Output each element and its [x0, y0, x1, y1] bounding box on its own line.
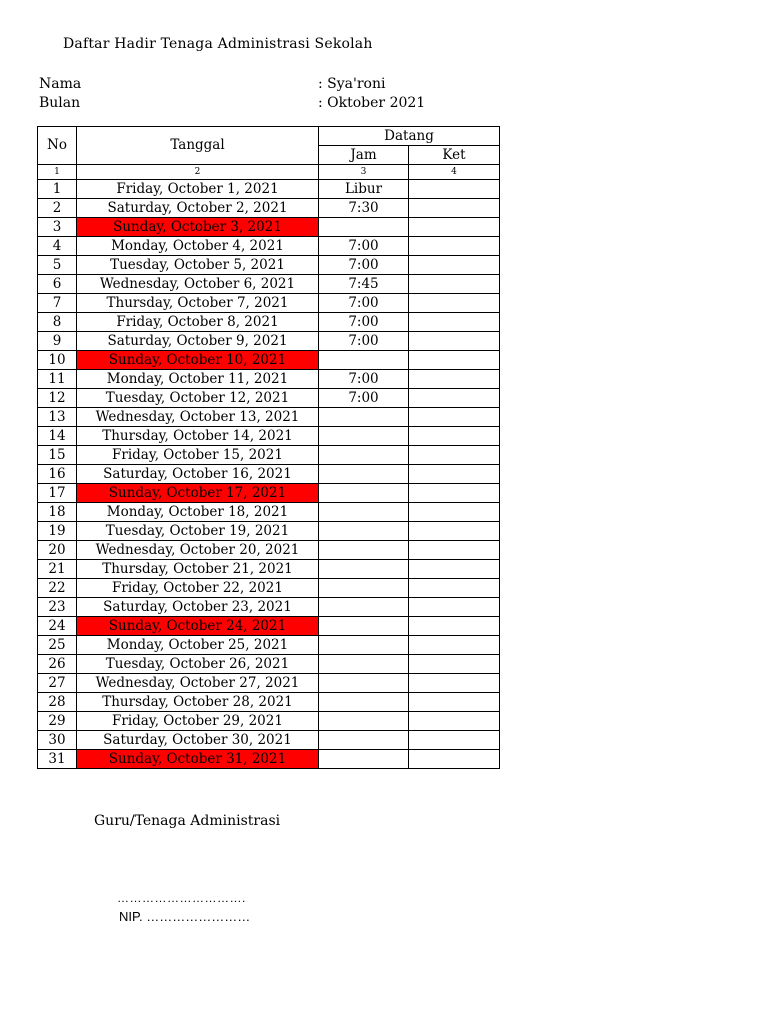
- row-ket-cell: [409, 579, 500, 598]
- table-row: [38, 199, 500, 218]
- row-number-cell: 29: [38, 712, 77, 731]
- row-date-cell: Friday, October 22, 2021: [77, 579, 319, 598]
- row-jam-cell: [319, 560, 409, 579]
- index-cell-4: 4: [409, 165, 500, 180]
- table-row: [38, 598, 500, 617]
- row-number-cell: 4: [38, 237, 77, 256]
- row-jam-cell: [319, 731, 409, 750]
- row-date-cell: Monday, October 18, 2021: [77, 503, 319, 522]
- row-date-cell: Friday, October 8, 2021: [77, 313, 319, 332]
- table-row: [38, 674, 500, 693]
- row-date-cell: Wednesday, October 6, 2021: [77, 275, 319, 294]
- row-ket-cell: [409, 370, 500, 389]
- row-number-cell: 31: [38, 750, 77, 769]
- row-date-cell: Sunday, October 10, 2021: [77, 351, 319, 370]
- row-date-cell: Tuesday, October 5, 2021: [77, 256, 319, 275]
- role-label: Guru/Tenaga Administrasi: [94, 813, 281, 829]
- attendance-body: [38, 180, 500, 769]
- name-value: : Sya'roni: [318, 76, 386, 92]
- attendance-table: [37, 126, 500, 769]
- row-date-cell: Saturday, October 30, 2021: [77, 731, 319, 750]
- row-jam-cell: [319, 446, 409, 465]
- table-row: [38, 655, 500, 674]
- row-jam-cell: [319, 712, 409, 731]
- row-number-cell: 16: [38, 465, 77, 484]
- row-number-cell: 25: [38, 636, 77, 655]
- row-date-cell: Sunday, October 17, 2021: [77, 484, 319, 503]
- row-jam-cell: [319, 636, 409, 655]
- row-number-cell: 10: [38, 351, 77, 370]
- row-ket-cell: [409, 731, 500, 750]
- row-date-cell: Wednesday, October 20, 2021: [77, 541, 319, 560]
- table-row: [38, 370, 500, 389]
- row-ket-cell: [409, 446, 500, 465]
- table-row: [38, 294, 500, 313]
- row-ket-cell: [409, 655, 500, 674]
- row-number-cell: 14: [38, 427, 77, 446]
- row-date-cell: Monday, October 25, 2021: [77, 636, 319, 655]
- row-ket-cell: [409, 522, 500, 541]
- row-jam-cell: [319, 693, 409, 712]
- row-number-cell: 23: [38, 598, 77, 617]
- table-row: [38, 408, 500, 427]
- row-ket-cell: [409, 294, 500, 313]
- row-jam-cell: [319, 408, 409, 427]
- row-number-cell: 18: [38, 503, 77, 522]
- row-ket-cell: [409, 503, 500, 522]
- row-number-cell: 30: [38, 731, 77, 750]
- row-date-cell: Friday, October 29, 2021: [77, 712, 319, 731]
- row-number-cell: 9: [38, 332, 77, 351]
- row-jam-cell: 7:45: [319, 275, 409, 294]
- row-ket-cell: [409, 199, 500, 218]
- row-ket-cell: [409, 636, 500, 655]
- row-ket-cell: [409, 332, 500, 351]
- signature-line: ………………………….: [117, 891, 246, 905]
- table-row: [38, 389, 500, 408]
- row-number-cell: 15: [38, 446, 77, 465]
- table-row: [38, 446, 500, 465]
- row-number-cell: 6: [38, 275, 77, 294]
- index-cell-1: 1: [38, 165, 77, 180]
- row-ket-cell: [409, 560, 500, 579]
- row-date-cell: Wednesday, October 27, 2021: [77, 674, 319, 693]
- row-ket-cell: [409, 218, 500, 237]
- name-label: Nama: [39, 76, 82, 92]
- row-date-cell: Saturday, October 2, 2021: [77, 199, 319, 218]
- table-row: [38, 180, 500, 199]
- row-number-cell: 26: [38, 655, 77, 674]
- row-date-cell: Thursday, October 21, 2021: [77, 560, 319, 579]
- row-date-cell: Monday, October 4, 2021: [77, 237, 319, 256]
- row-date-cell: Sunday, October 3, 2021: [77, 218, 319, 237]
- table-row: [38, 731, 500, 750]
- row-number-cell: 19: [38, 522, 77, 541]
- row-ket-cell: [409, 465, 500, 484]
- table-row: [38, 332, 500, 351]
- row-jam-cell: [319, 579, 409, 598]
- row-jam-cell: 7:00: [319, 237, 409, 256]
- row-date-cell: Monday, October 11, 2021: [77, 370, 319, 389]
- row-jam-cell: 7:00: [319, 332, 409, 351]
- row-number-cell: 1: [38, 180, 77, 199]
- row-number-cell: 17: [38, 484, 77, 503]
- row-date-cell: Tuesday, October 26, 2021: [77, 655, 319, 674]
- row-ket-cell: [409, 693, 500, 712]
- row-ket-cell: [409, 617, 500, 636]
- row-date-cell: Thursday, October 7, 2021: [77, 294, 319, 313]
- row-jam-cell: [319, 351, 409, 370]
- table-row: [38, 465, 500, 484]
- row-jam-cell: [319, 750, 409, 769]
- row-date-cell: Sunday, October 31, 2021: [77, 750, 319, 769]
- row-jam-cell: 7:30: [319, 199, 409, 218]
- row-jam-cell: [319, 541, 409, 560]
- table-row: [38, 256, 500, 275]
- row-jam-cell: [319, 522, 409, 541]
- row-jam-cell: [319, 503, 409, 522]
- row-jam-cell: [319, 218, 409, 237]
- row-ket-cell: [409, 750, 500, 769]
- table-row: [38, 351, 500, 370]
- month-value: : Oktober 2021: [318, 95, 426, 111]
- row-ket-cell: [409, 180, 500, 199]
- header-no: No: [38, 127, 77, 165]
- row-ket-cell: [409, 484, 500, 503]
- row-date-cell: Thursday, October 14, 2021: [77, 427, 319, 446]
- row-number-cell: 12: [38, 389, 77, 408]
- row-number-cell: 28: [38, 693, 77, 712]
- table-row: [38, 218, 500, 237]
- row-number-cell: 24: [38, 617, 77, 636]
- row-ket-cell: [409, 674, 500, 693]
- header-tanggal: Tanggal: [77, 127, 319, 165]
- row-jam-cell: [319, 598, 409, 617]
- row-number-cell: 8: [38, 313, 77, 332]
- row-date-cell: Saturday, October 16, 2021: [77, 465, 319, 484]
- table-row: [38, 522, 500, 541]
- row-date-cell: Sunday, October 24, 2021: [77, 617, 319, 636]
- row-date-cell: Friday, October 15, 2021: [77, 446, 319, 465]
- row-jam-cell: [319, 617, 409, 636]
- table-row: [38, 617, 500, 636]
- table-row: [38, 750, 500, 769]
- row-jam-cell: [319, 465, 409, 484]
- row-ket-cell: [409, 313, 500, 332]
- row-ket-cell: [409, 275, 500, 294]
- month-label: Bulan: [39, 95, 81, 111]
- document-title: Daftar Hadir Tenaga Administrasi Sekolah: [63, 36, 373, 52]
- table-row: [38, 237, 500, 256]
- nip-line: NIP. ……………………: [119, 909, 251, 924]
- row-ket-cell: [409, 351, 500, 370]
- table-row: [38, 693, 500, 712]
- row-ket-cell: [409, 541, 500, 560]
- table-row: [38, 541, 500, 560]
- row-number-cell: 22: [38, 579, 77, 598]
- table-row: [38, 275, 500, 294]
- row-date-cell: Tuesday, October 12, 2021: [77, 389, 319, 408]
- row-jam-cell: [319, 484, 409, 503]
- row-date-cell: Thursday, October 28, 2021: [77, 693, 319, 712]
- row-jam-cell: [319, 427, 409, 446]
- row-date-cell: Saturday, October 23, 2021: [77, 598, 319, 617]
- table-row: [38, 560, 500, 579]
- row-ket-cell: [409, 712, 500, 731]
- row-date-cell: Wednesday, October 13, 2021: [77, 408, 319, 427]
- row-jam-cell: 7:00: [319, 256, 409, 275]
- row-ket-cell: [409, 237, 500, 256]
- row-jam-cell: 7:00: [319, 294, 409, 313]
- table-row: [38, 636, 500, 655]
- row-number-cell: 21: [38, 560, 77, 579]
- row-date-cell: Saturday, October 9, 2021: [77, 332, 319, 351]
- row-ket-cell: [409, 408, 500, 427]
- row-jam-cell: 7:00: [319, 370, 409, 389]
- row-number-cell: 5: [38, 256, 77, 275]
- table-row: [38, 503, 500, 522]
- row-ket-cell: [409, 389, 500, 408]
- table-row: [38, 427, 500, 446]
- header-datang: Datang: [319, 127, 500, 146]
- table-row: [38, 484, 500, 503]
- header-jam: Jam: [319, 146, 409, 165]
- row-number-cell: 20: [38, 541, 77, 560]
- row-date-cell: Tuesday, October 19, 2021: [77, 522, 319, 541]
- row-jam-cell: 7:00: [319, 313, 409, 332]
- row-jam-cell: [319, 655, 409, 674]
- index-cell-3: 3: [319, 165, 409, 180]
- row-number-cell: 11: [38, 370, 77, 389]
- row-ket-cell: [409, 598, 500, 617]
- row-ket-cell: [409, 427, 500, 446]
- row-ket-cell: [409, 256, 500, 275]
- table-row: [38, 712, 500, 731]
- row-date-cell: Friday, October 1, 2021: [77, 180, 319, 199]
- row-number-cell: 27: [38, 674, 77, 693]
- row-jam-cell: Libur: [319, 180, 409, 199]
- row-jam-cell: 7:00: [319, 389, 409, 408]
- row-number-cell: 2: [38, 199, 77, 218]
- row-number-cell: 3: [38, 218, 77, 237]
- row-number-cell: 13: [38, 408, 77, 427]
- index-cell-2: 2: [77, 165, 319, 180]
- row-number-cell: 7: [38, 294, 77, 313]
- header-ket: Ket: [409, 146, 500, 165]
- table-row: [38, 579, 500, 598]
- table-row: [38, 313, 500, 332]
- row-jam-cell: [319, 674, 409, 693]
